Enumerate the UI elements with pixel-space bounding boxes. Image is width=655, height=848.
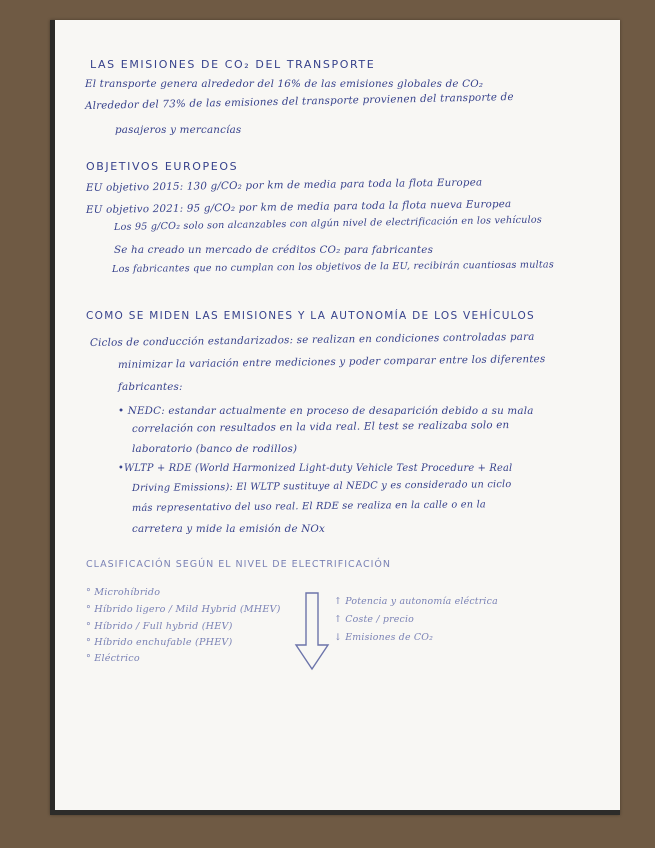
note-line: EU objetivo 2015: 130 g/CO₂ por km de media para toda la flota Europea: [85, 176, 483, 194]
note-line: más representativo del uso real. El RDE se realiza en la calle o en la: [131, 499, 486, 514]
effect-line: ↑ Coste / precio: [334, 614, 415, 625]
list-item: ° Híbrido enchufable (PHEV): [86, 637, 233, 648]
effect-line: ↑ Potencia y autonomía eléctrica: [334, 596, 498, 607]
section-title-objetivos: OBJETIVOS EUROPEOS: [86, 160, 239, 173]
note-line: EU objetivo 2021: 95 g/CO₂ por km de media para toda la flota nueva Europea: [85, 198, 512, 216]
note-line: carretera y mide la emisión de NOx: [132, 523, 326, 535]
note-line: • NEDC: estandar actualmente en proceso de desaparición debido a su mala: [118, 405, 534, 417]
section-title-emisiones: LAS EMISIONES DE CO₂ DEL TRANSPORTE: [90, 58, 376, 71]
list-item: ° Eléctrico: [86, 653, 140, 664]
note-line: El transporte genera alrededor del 16% de las emisiones globales de CO₂: [85, 78, 484, 90]
note-line: Se ha creado un mercado de créditos CO₂ para fabricantes: [114, 244, 434, 256]
section-title-como-se-miden: COMO SE MIDEN LAS EMISIONES Y LA AUTONOMÍA DE LOS VEHÍCULOS: [86, 310, 535, 322]
note-line: laboratorio (banco de rodillos): [132, 443, 298, 455]
list-item: ° Híbrido ligero / Mild Hybrid (MHEV): [86, 604, 281, 615]
note-line: Driving Emissions): El WLTP sustituye al NEDC y es considerado un ciclo: [131, 479, 512, 494]
section-title-clasificacion: CLASIFICACIÓN SEGÚN EL NIVEL DE ELECTRIFICACIÓN: [86, 559, 391, 570]
note-line: pasajeros y mercancías: [115, 124, 242, 136]
paper-shadow-edge: [50, 20, 55, 815]
effect-line: ↓ Emisiones de CO₂: [334, 632, 434, 643]
note-line: fabricantes:: [118, 381, 183, 393]
paper-bottom-edge: [50, 810, 620, 815]
note-line: correlación con resultados en la vida real. El test se realizaba solo en: [131, 419, 510, 435]
note-line: Alrededor del 73% de las emisiones del transporte provienen del transporte de: [84, 91, 514, 112]
list-item: ° Microhíbrido: [86, 587, 161, 598]
list-item: ° Híbrido / Full hybrid (HEV): [86, 621, 233, 632]
paper-sheet: [50, 20, 620, 815]
note-line: Los fabricantes que no cumplan con los objetivos de la EU, recibirán cuantiosas multas: [111, 259, 554, 275]
note-line: Ciclos de conducción estandarizados: se realizan en condiciones controladas para: [89, 330, 535, 349]
note-line: •WLTP + RDE (World Harmonized Light-duty Vehicle Test Procedure + Real: [118, 463, 513, 474]
note-line: Los 95 g/CO₂ solo son alcanzables con algún nivel de electrificación en los vehículos: [113, 214, 542, 233]
down-arrow-icon: [292, 591, 332, 671]
note-line: minimizar la variación entre mediciones y poder comparar entre los diferentes: [117, 353, 546, 371]
